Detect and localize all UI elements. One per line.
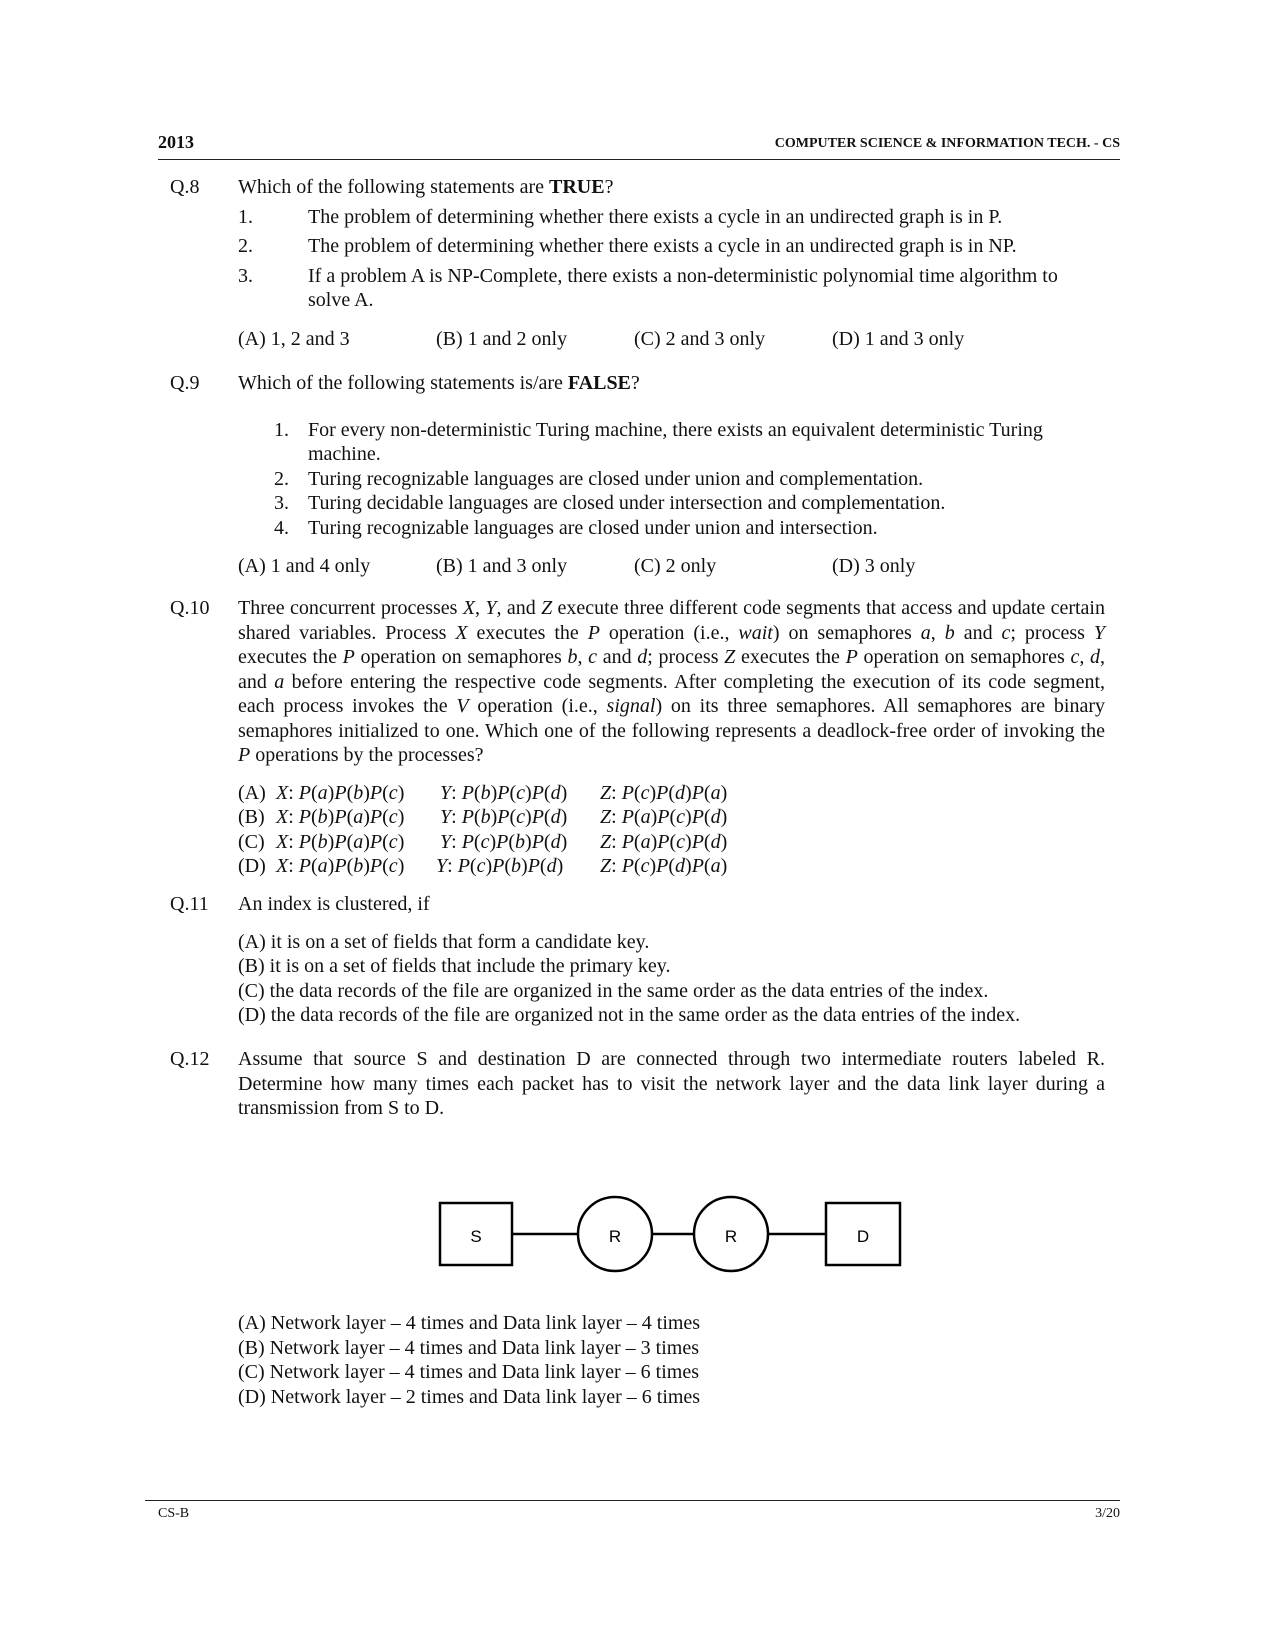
question-stem: Three concurrent processes X, Y, and Z execute three different code segments that access and update certain shared variables. Process X executes the P operation (i.e., wait) on semaphores a, b and c; process Y executes the P operation on semaphores b, c and d; process Z executes the P operation on semaphores c, d, and a before entering the respective code segments. After completing the execution of its code segment, each process invokes the V operation (i.e., signal) on its three semaphores. All semaphores are binary semaphores initialized to one. Which one of the following represents a deadlock-free order of invoking the P operations by the processes?: [238, 597, 1106, 766]
option-c: (C) the data records of the file are organized in the same order as the data entries of the index.: [238, 979, 989, 1002]
source-label: S: [470, 1227, 482, 1246]
question-number: Q.12: [170, 1048, 210, 1070]
option-d: (D) 1 and 3 only: [832, 327, 965, 350]
answer-options: [238, 1311, 1105, 1409]
option-a: (A) Network layer – 4 times and Data link layer – 4 times: [238, 1312, 701, 1334]
option-a: (A) it is on a set of fields that form a candidate key.: [238, 930, 650, 953]
question-stem: An index is clustered, if: [238, 893, 430, 915]
statement-item: 1. The problem of determining whether there exists a cycle in an undirected graph is in P.: [238, 205, 1003, 228]
question-stem: Which of the following statements is/are FALSE?: [238, 372, 640, 394]
option-c: (C) 2 and 3 only: [634, 327, 766, 350]
statement-item: 2. The problem of determining whether there exists a cycle in an undirected graph is in NP.: [238, 235, 1017, 257]
option-d: (D) the data records of the file are organized not in the same order as the data entries of the index.: [238, 1004, 1021, 1026]
statement-item: 4. Turing recognizable languages are closed under union and intersection.: [274, 516, 878, 539]
option-a: (A) X: P(a)P(b)P(c) Y: P(b)P(c)P(d) Z: P(c)P(d)P(a): [238, 781, 728, 804]
header-year: 2013: [158, 132, 194, 152]
question-number: Q.11: [170, 893, 209, 915]
option-b: (B) 1 and 2 only: [436, 327, 568, 350]
statement-item: 1. For every non-deterministic Turing machine, there exists an equivalent deterministic Turing machine.: [274, 418, 1043, 465]
option-d: (D) X: P(a)P(b)P(c) Y: P(c)P(b)P(d) Z: P(c)P(d)P(a): [238, 855, 728, 877]
option-d: (D) 3 only: [832, 555, 916, 577]
option-c: (C) 2 only: [634, 555, 717, 577]
statement-item: 3. Turing decidable languages are closed under intersection and complementation.: [274, 492, 946, 514]
question-number: Q.9: [170, 372, 200, 394]
question-number: Q.10: [170, 597, 210, 619]
footer-code: CS-B: [158, 1506, 190, 1521]
statement-item: 3. If a problem A is NP-Complete, there exists a non-deterministic polynomial time algorithm to solve A.: [238, 264, 1058, 311]
option-b: (B) 1 and 3 only: [436, 555, 568, 577]
option-d: (D) Network layer – 2 times and Data link layer – 6 times: [238, 1385, 701, 1408]
option-b: (B) X: P(b)P(a)P(c) Y: P(b)P(c)P(d) Z: P(a)P(c)P(d): [238, 806, 728, 828]
question-stem: Assume that source S and destination D are connected through two intermediate routers labeled R. Determine how many times each packet has to visit the network layer and the data link layer during a transmission from S to D.: [238, 1048, 1105, 1119]
header-title: COMPUTER SCIENCE & INFORMATION TECH. - CS: [774, 136, 1120, 151]
option-c: (C) X: P(b)P(a)P(c) Y: P(c)P(b)P(d) Z: P(a)P(c)P(d): [238, 830, 728, 853]
destination-label: D: [856, 1227, 870, 1246]
page-number: 3/20: [1095, 1506, 1120, 1521]
option-c: (C) Network layer – 4 times and Data link layer – 6 times: [238, 1361, 699, 1383]
router-label-2: R: [724, 1227, 738, 1246]
option-a: (A) 1 and 4 only: [238, 555, 371, 577]
statement-item: 2. Turing recognizable languages are closed under union and complementation.: [274, 467, 924, 490]
question-stem: Which of the following statements are TRUE?: [238, 176, 614, 198]
footer-rule: [145, 1500, 1120, 1501]
option-a: (A) 1, 2 and 3: [238, 327, 350, 350]
option-b: (B) Network layer – 4 times and Data link layer – 3 times: [238, 1336, 699, 1359]
question-number: Q.8: [170, 176, 200, 198]
option-b: (B) it is on a set of fields that include the primary key.: [238, 955, 671, 977]
router-label-1: R: [608, 1227, 622, 1246]
